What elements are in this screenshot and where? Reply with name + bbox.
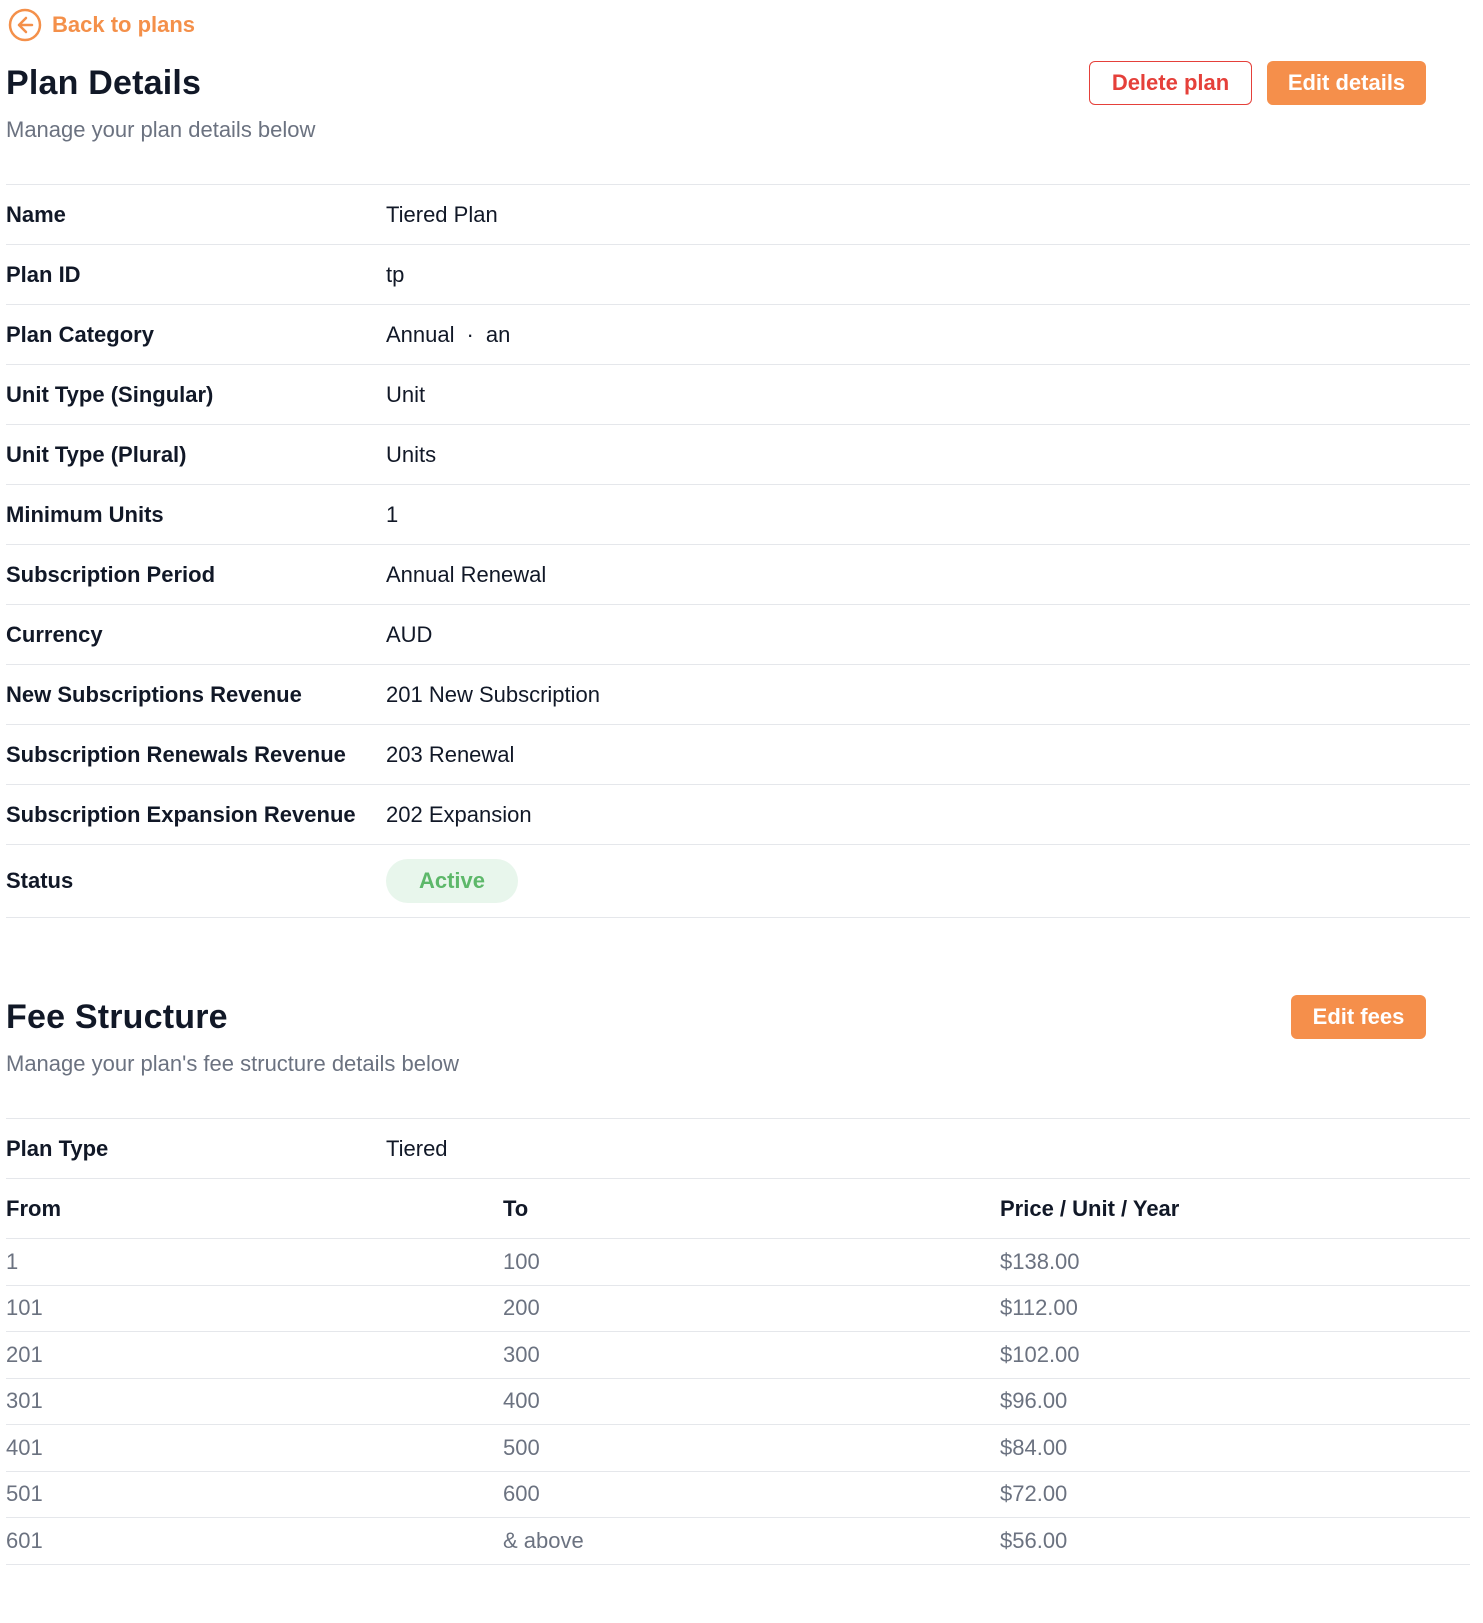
detail-key: Subscription Expansion Revenue — [6, 801, 356, 827]
detail-key: Subscription Renewals Revenue — [6, 741, 346, 767]
detail-value — [386, 859, 518, 903]
detail-key: Minimum Units — [6, 501, 164, 527]
tier-from: 401 — [6, 1434, 43, 1460]
detail-key: Plan Category — [6, 321, 154, 347]
detail-row-unit-singular — [6, 365, 1470, 425]
fee-structure-subtitle: Manage your plan's fee structure details below — [6, 1051, 460, 1076]
fee-structure-header — [6, 998, 1470, 1077]
page-title: Plan Details — [6, 64, 202, 102]
plan-details-list — [6, 184, 1470, 918]
table-row — [6, 1518, 1470, 1565]
detail-key: Status — [6, 868, 74, 893]
tier-price: $56.00 — [1000, 1527, 1068, 1553]
detail-value: AUD — [386, 621, 433, 647]
detail-row-expansion-revenue — [6, 785, 1470, 845]
detail-key: New Subscriptions Revenue — [6, 681, 302, 707]
detail-key: Subscription Period — [6, 561, 216, 587]
tier-price: $102.00 — [1000, 1341, 1080, 1367]
plan-type-row — [6, 1119, 1470, 1179]
detail-row-unit-plural — [6, 425, 1470, 485]
tier-from: 101 — [6, 1295, 43, 1321]
fee-plan-type-list — [6, 1118, 1470, 1179]
table-header-row — [6, 1179, 1470, 1239]
tier-to: 500 — [503, 1434, 540, 1460]
detail-value: Unit — [386, 381, 426, 407]
plan-category-name: Annual — [386, 321, 455, 347]
back-to-plans-link[interactable] — [8, 8, 195, 42]
tier-price: $84.00 — [1000, 1434, 1068, 1460]
table-row — [6, 1286, 1470, 1333]
tier-to: 400 — [503, 1388, 540, 1414]
table-row — [6, 1332, 1470, 1379]
tier-from: 601 — [6, 1527, 43, 1553]
detail-value: 201 New Subscription — [386, 681, 601, 707]
table-row — [6, 1472, 1470, 1519]
back-link-label: Back to plans — [52, 12, 196, 37]
tier-from: 201 — [6, 1341, 43, 1367]
tier-to: 600 — [503, 1481, 540, 1507]
table-row — [6, 1425, 1470, 1472]
tier-price: $112.00 — [1000, 1295, 1078, 1321]
table-row — [6, 1239, 1470, 1286]
tier-price: $96.00 — [1000, 1388, 1068, 1414]
tier-to: 200 — [503, 1295, 540, 1321]
delete-plan-button[interactable]: Delete plan — [1089, 61, 1252, 105]
column-header-to: To — [503, 1195, 529, 1221]
detail-key: Name — [6, 201, 66, 227]
column-header-from: From — [6, 1195, 61, 1221]
column-header-price: Price / Unit / Year — [1000, 1195, 1180, 1221]
arrow-left-circle-icon — [8, 8, 42, 42]
detail-row-plan-category — [6, 305, 1470, 365]
plan-type-value: Tiered — [386, 1135, 448, 1161]
plan-category-code: an — [485, 321, 511, 347]
detail-key: Currency — [6, 621, 103, 647]
detail-value — [386, 322, 510, 348]
edit-fees-button[interactable]: Edit fees — [1291, 995, 1426, 1039]
detail-row-status — [6, 845, 1470, 918]
detail-row-name — [6, 185, 1470, 245]
detail-value: 203 Renewal — [386, 741, 515, 767]
tier-from: 1 — [6, 1248, 19, 1274]
tier-to: 300 — [503, 1341, 540, 1367]
detail-row-minimum-units — [6, 485, 1470, 545]
detail-value: 1 — [386, 501, 399, 527]
detail-row-new-subscriptions-revenue — [6, 665, 1470, 725]
detail-row-subscription-period — [6, 545, 1470, 605]
detail-key: Unit Type (Plural) — [6, 441, 187, 467]
tier-price: $72.00 — [1000, 1481, 1068, 1507]
detail-value: tp — [386, 261, 405, 287]
table-row — [6, 1379, 1470, 1426]
tier-price: $138.00 — [1000, 1248, 1080, 1274]
plan-type-key: Plan Type — [6, 1135, 109, 1161]
tier-from: 501 — [6, 1481, 43, 1507]
tier-to: 100 — [503, 1248, 540, 1274]
detail-value: Units — [386, 441, 437, 467]
separator-dot: · — [466, 321, 474, 347]
detail-value: Tiered Plan — [386, 201, 498, 227]
page-subtitle: Manage your plan details below — [6, 117, 316, 142]
tier-to: & above — [503, 1527, 584, 1553]
edit-details-button[interactable]: Edit details — [1267, 61, 1426, 105]
status-badge: Active — [386, 859, 518, 903]
tier-from: 301 — [6, 1388, 43, 1414]
detail-row-currency — [6, 605, 1470, 665]
detail-key: Unit Type (Singular) — [6, 381, 214, 407]
fee-tiers-table — [6, 1179, 1470, 1565]
fee-structure-title: Fee Structure — [6, 998, 228, 1036]
detail-key: Plan ID — [6, 261, 81, 287]
detail-row-renewals-revenue — [6, 725, 1470, 785]
detail-value: Annual Renewal — [386, 561, 547, 587]
detail-row-plan-id — [6, 245, 1470, 305]
detail-value: 202 Expansion — [386, 801, 532, 827]
